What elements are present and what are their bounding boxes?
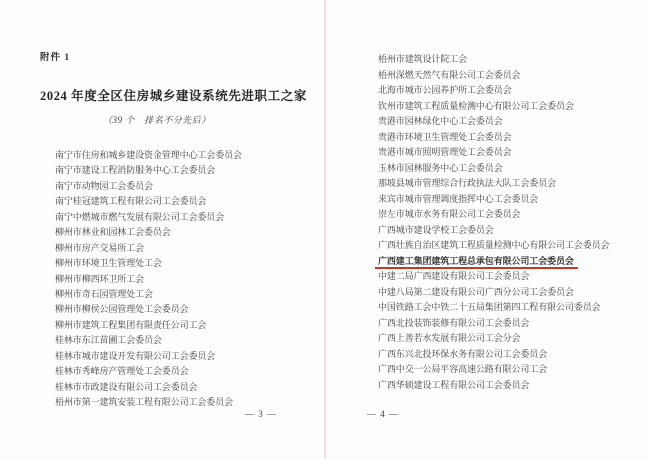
organization-list-item: 广西上善若水发展有限公司工会分会 [378, 333, 521, 343]
organization-list-item: 梧州深燃天然气有限公司工会委员会 [378, 69, 521, 80]
organization-list-item: 梧州市第一建筑安装工程有限公司工会委员会 [55, 397, 234, 407]
organization-list-item: 北海市城市公园养护所工会委员会 [378, 85, 512, 95]
organization-list-item: 广西城市建设学校工会委员会 [378, 224, 494, 235]
organization-list-item: 那坡县城市管理综合行政执法大队工会委员会 [378, 178, 557, 188]
organization-list-item: 广西北投装饰装修有限公司工会委员会 [378, 317, 530, 328]
organization-list-item: 柳州市建筑工程集团有限责任公司工会 [55, 319, 207, 330]
organization-list-item: 中建二局广西建设有限公司工会委员会 [378, 271, 530, 281]
organization-list-item: 广西华硕建设工程有限公司工会委员会 [378, 379, 530, 390]
organization-list-item: 柳州市房产交易所工会 [55, 242, 145, 253]
organization-list-item: 贵港市城市照明管理处工会委员会 [378, 147, 512, 157]
organization-list-item: 桂林市市政建设有限公司工会委员会 [55, 381, 198, 392]
organization-list-item: 广西中交一公局平容高速公路有限公司工会 [378, 364, 548, 374]
organization-list-item: 中建八局第二建设有限公司广西分公司工会委员会 [378, 286, 574, 297]
organization-list-item: 柳州市柳侯公园管理处工会委员会 [55, 304, 189, 315]
organization-list-item: 桂林市秀峰房产管理处工会委员会 [55, 366, 189, 377]
organization-list-item: 贵港市环境卫生管理处工会委员会 [378, 131, 512, 142]
organization-list-item: 桂林市城市建设开发有限公司工会委员会 [55, 350, 216, 361]
organization-list-page-4 [378, 52, 609, 393]
organization-list-item: 南宁市动物园工会委员会 [55, 180, 153, 191]
organization-list-item: 桂林市东江苗圃工会委员会 [55, 335, 162, 346]
organization-list-item-highlighted: 广西建工集团建筑工程总承包有限公司工会委员会 [378, 254, 574, 270]
organization-list-item: 广西东兴北投环保水务有限公司工会委员会 [378, 348, 548, 359]
page-number-3: — 3 — [245, 409, 277, 419]
document-subtitle: （39 个 排名不分先后） [103, 115, 211, 125]
organization-list-item: 南宁市住房和城乡建设资金管理中心工会委员会 [55, 150, 242, 160]
document-title: 2024 年度全区住房城乡建设系统先进职工之家 [40, 89, 307, 104]
organization-list-item: 梧州市建筑设计院工会 [378, 54, 468, 64]
organization-list-item: 南宁中燃城市燃气发展有限公司工会委员会 [55, 211, 225, 222]
organization-list-item: 柳州市柳西环卫所工会 [55, 273, 145, 284]
organization-list-item: 玉林市园林服务中心工会委员会 [378, 162, 503, 173]
organization-list-item: 中国铁路工会中铁二十五局集团第四工程有限公司委员会 [378, 302, 601, 312]
organization-list-item: 柳州市奇石园管理处工会 [55, 288, 153, 299]
organization-list-item: 南宁桂冠建筑工程有限公司工会委员会 [55, 196, 207, 207]
page-divider [324, 0, 326, 459]
attachment-label: 附件 1 [40, 53, 71, 63]
organization-list-item: 南宁市建设工程消防服务中心工会委员会 [55, 165, 216, 176]
organization-list-item: 柳州市林业和园林工会委员会 [55, 227, 171, 238]
organization-list-item: 贵港市园林绿化中心工会委员会 [378, 116, 503, 126]
page-number-4: — 4 — [367, 409, 399, 419]
organization-list-item: 柳州市环境卫生管理处工会 [55, 258, 162, 269]
organization-list-item: 钦州市建筑工程质量检测中心有限公司工会委员会 [378, 100, 574, 111]
organization-list-item: 崇左市城市水务有限公司工会委员会 [378, 209, 521, 219]
organization-list-page-3 [55, 148, 242, 410]
organization-list-item: 来宾市城市管理调度指挥中心工会委员会 [378, 193, 539, 204]
organization-list-item: 广西壮族自治区建筑工程质量检测中心有限公司工会委员会 [378, 240, 610, 250]
